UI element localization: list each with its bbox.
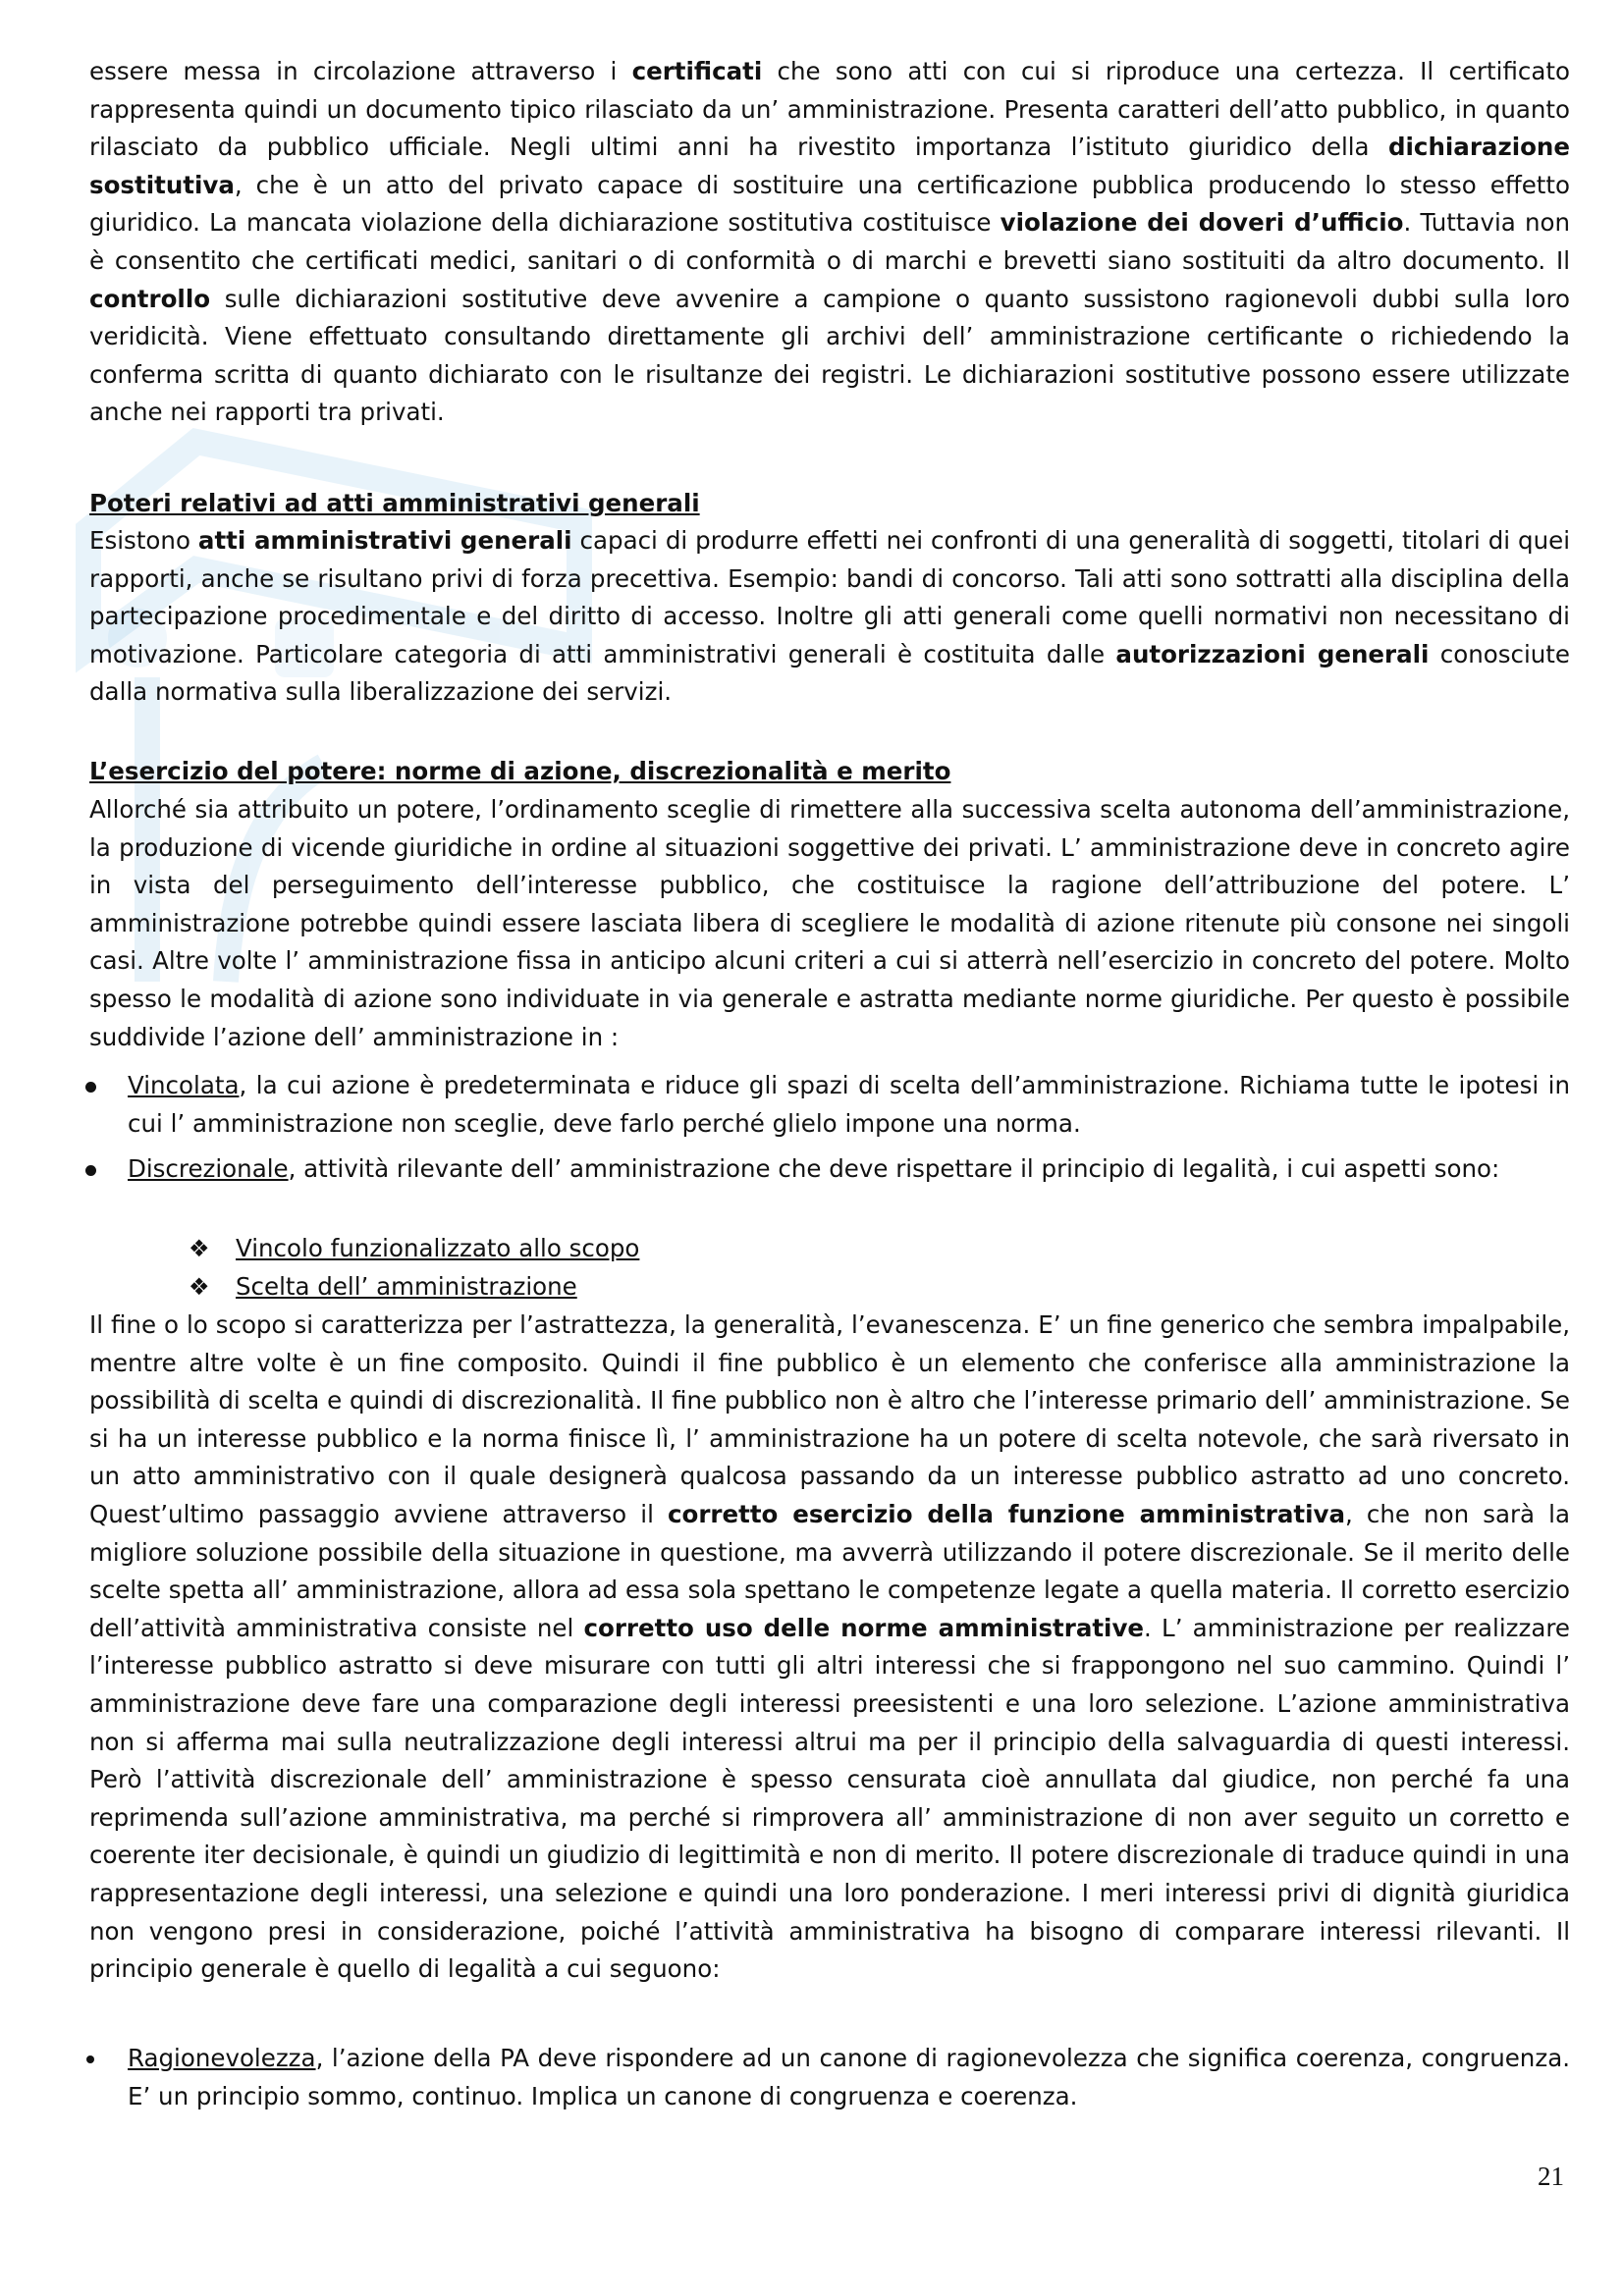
page-number: 21 — [1538, 2162, 1564, 2191]
bullet-marker — [79, 1150, 102, 1189]
sub-item-vincolo: Vincolo funzionalizzato allo scopo — [236, 1234, 640, 1262]
intro-paragraph: essere messa in circolazione attraverso i certificati che sono atti con cui si riproduce una certezza. Il certificato rappresenta quindi un documento tipico rilasciato da un’ amministrazione. Presenta caratteri dell’atto pubblico, in quanto rilasciato da pubblico ufficiale. Negli ultimi anni ha rivestito importanza l’istituto giuridico della dichiarazione sostitutiva, che è un atto del privato capace di sostituire una certificazione pubblica producendo lo stesso effetto giuridico. La mancata violazione della dichiarazione sostitutiva costituisce violazione dei doveri d’ufficio. Tuttavia non è consentito che certificati medici, sanitari o di conformità o di marchi e brevetti siano sostituiti da altro documento. Il controllo sulle dichiarazioni sostitutive deve avvenire a campione o quanto sussistono ragionevoli dubbi sulla loro veridicità. Viene effettuato consultando direttamente gli archivi dell’ amministrazione certificante o richiedendo la conferma scritta di quanto dichiarato con le risultanze dei registri. Le dichiarazioni sostitutive possono essere utilizzate anche nei rapporti tra privati. — [89, 57, 1570, 427]
section-heading-esercizio-potere: L’esercizio del potere: norme di azione, discrezionalità e merito — [89, 757, 951, 785]
bullet-marker — [79, 1067, 102, 1105]
list-item-discrezionale: Discrezionale, attività rilevante dell’ amministrazione che deve rispettare il principio di legalità, i cui aspetti sono: — [128, 1154, 1500, 1183]
bullet-marker — [79, 2040, 102, 2078]
section1-paragraph: Esistono atti amministrativi generali capaci di produrre effetti nei confronti di una generalità di soggetti, titolari di quei rapporti, anche se risultano privi di forza precettiva. Esempio: bandi di concorso. Tali atti sono sottratti alla disciplina della partecipazione procedimentale e del diritto di accesso. Inoltre gli atti generali come quelli normativi non necessitano di motivazione. Particolare categoria di atti amministrativi generali è costituita dalle autorizzazioni generali conosciute dalla normativa sulla liberalizzazione dei servizi. — [89, 526, 1570, 707]
diamond-bullet-icon: ❖ — [189, 1235, 210, 1262]
section-heading-atti-generali: Poteri relativi ad atti amministrativi generali — [89, 489, 700, 517]
section2-intro-paragraph: Allorché sia attribuito un potere, l’ordinamento sceglie di rimettere alla successiva scelta autonoma dell’amministrazione, la produzione di vicende giuridiche in ordine al situazioni soggettive dei privati. L’ amministrazione deve in concreto agire in vista del perseguimento dell’interesse pubblico, che costituisce la ragione dell’attribuzione del potere. L’ amministrazione potrebbe quindi essere lasciata libera di scegliere le modalità di azione ritenute più consone nei singoli casi. Altre volte l’ amministrazione fissa in anticipo alcuni criteri a cui si atterrà nell’esercizio in concreto del potere. Molto spesso le modalità di azione sono individuate in via generale e astratta mediante norme giuridiche. Per questo è possibile suddivide l’azione dell’ amministrazione in : — [89, 795, 1570, 1051]
section2-paragraph-fine-pubblico: Il fine o lo scopo si caratterizza per l’astrattezza, la generalità, l’evanescenza. E’ un fine generico che sembra impalpabile, mentre altre volte è un fine composito. Quindi il fine pubblico è un elemento che conferisce alla amministrazione la possibilità di scelta e quindi di discrezionalità. Il fine pubblico non è altro che l’interesse primario dell’ amministrazione. Se si ha un interesse pubblico e la norma finisce lì, l’ amministrazione ha un potere di scelta notevole, che sarà riversato in un atto amministrativo con il quale designerà qualcosa passando da un interesse pubblico astratto ad uno concreto. Quest’ultimo passaggio avviene attraverso il corretto esercizio della funzione amministrativa, che non sarà la migliore soluzione possibile della situazione in questione, ma avverrà utilizzando il potere discrezionale. Se il merito delle scelte spetta all’ amministrazione, allora ad essa sola spettano le competenze legate a quella materia. Il corretto esercizio dell’attività amministrativa consiste nel corretto uso delle norme amministrative. L’ amministrazione per realizzare l’interesse pubblico astratto si deve misurare con tutti gli altri interessi che si frappongono nel suo cammino. Quindi l’ amministrazione deve fare una comparazione degli interessi preesistenti e una loro selezione. L’azione amministrativa non si afferma mai sulla neutralizzazione degli interessi altrui ma per il principio della salvaguardia di questi interessi. Però l’attività discrezionale dell’ amministrazione è spesso censurata cioè annullata dal giudice, non perché fa una reprimenda sull’azione amministrativa, ma perché si rimprovera all’ amministrazione di non aver seguito un corretto e coerente iter decisionale, è quindi un giudizio di legittimità e non di merito. Il potere discrezionale di traduce quindi in una rappresentazione degli interessi, una selezione e quindi una loro ponderazione. I meri interessi privi di dignità giuridica non vengono presi in considerazione, poiché l’attività amministrativa ha bisogno di comparare interessi rilevanti. Il principio generale è quello di legalità a cui seguono: — [89, 1310, 1570, 1984]
diamond-bullet-icon: ❖ — [189, 1273, 210, 1301]
sub-item-scelta: Scelta dell’ amministrazione — [236, 1272, 577, 1301]
list-item-ragionevolezza: Ragionevolezza, l’azione della PA deve rispondere ad un canone di ragionevolezza che significa coerenza, congruenza. E’ un principio sommo, continuo. Implica un canone di congruenza e coerenza. — [128, 2044, 1570, 2110]
list-item-vincolata: Vincolata, la cui azione è predeterminata e riduce gli spazi di scelta dell’amministrazione. Richiama tutte le ipotesi in cui l’ amministrazione non sceglie, deve farlo perché glielo impone una norma. — [128, 1071, 1570, 1138]
